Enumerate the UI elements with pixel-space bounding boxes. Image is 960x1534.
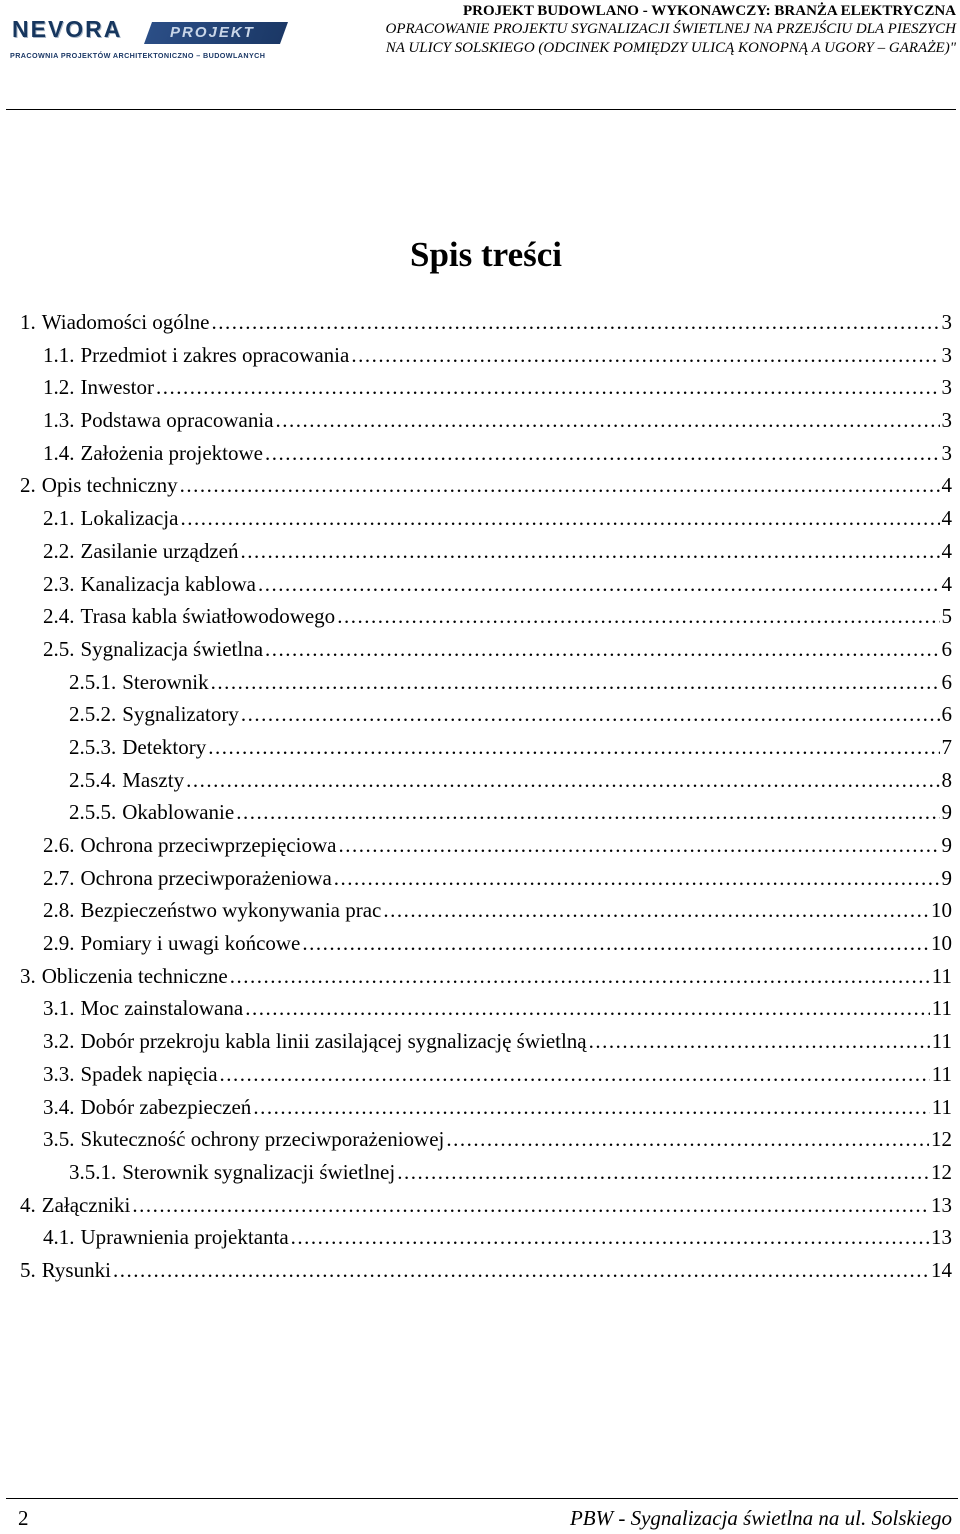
toc-entry-page: 9 — [941, 800, 952, 825]
toc-entry[interactable] — [20, 633, 952, 666]
toc-entry[interactable] — [20, 437, 952, 470]
toc-entry-number: 4.1. — [43, 1225, 75, 1250]
toc-entry-label: Sterownik — [122, 669, 209, 694]
toc-entry-number: 2.3. — [43, 571, 75, 596]
toc-title: Spis treści — [410, 235, 562, 274]
toc-entry-number: 2.4. — [43, 604, 75, 629]
toc-entry[interactable] — [20, 568, 952, 601]
toc-entry[interactable] — [20, 666, 952, 699]
toc-entry[interactable] — [20, 862, 952, 895]
toc-entry-page: 13 — [931, 1192, 952, 1217]
toc-dot-leader — [241, 698, 940, 731]
toc-entry-number: 3.3. — [43, 1061, 75, 1086]
toc-entry-label: Podstawa opracowania — [80, 408, 274, 433]
header-subtitle-line-1: OPRACOWANIE PROJEKTU SYGNALIZACJI ŚWIETLNEJ NA PRZEJŚCIU DLA PIESZYCH — [385, 21, 956, 37]
logo-band-text: PROJEKT — [170, 24, 255, 41]
toc-dot-leader — [208, 731, 939, 764]
toc-entry-label: Ochrona przeciwprzepięciowa — [80, 833, 337, 857]
toc-entry-number: 3.5.1. — [69, 1159, 117, 1184]
toc-dot-leader — [291, 1221, 929, 1254]
footer-document-name: PBW - Sygnalizacja świetlna na ul. Solskiego — [569, 1506, 952, 1530]
toc-entry-page: 6 — [941, 669, 952, 694]
toc-entry-page: 11 — [931, 1061, 952, 1086]
toc-dot-leader — [258, 568, 940, 601]
toc-entry-label: Pomiary i uwagi końcowe — [80, 931, 301, 956]
toc-entry-page: 9 — [941, 865, 952, 890]
toc-dot-leader — [211, 666, 940, 699]
toc-entry-label: Uprawnienia projektanta — [80, 1225, 289, 1250]
toc-entry-label: Rysunki — [41, 1257, 111, 1282]
toc-entry[interactable] — [20, 1221, 952, 1254]
toc-dot-leader — [241, 535, 940, 568]
toc-entry-number: 2.2. — [43, 538, 75, 563]
toc-entry[interactable] — [20, 535, 952, 568]
toc-entry-label: Zasilanie urządzeń — [80, 538, 239, 563]
toc-dot-leader — [351, 339, 939, 372]
toc-entry-number: 2.1. — [43, 506, 75, 531]
toc-entry-page: 11 — [931, 996, 952, 1021]
toc-entry-label: Dobór przekroju kabla linii zasilającej sygnalizację świetlną — [80, 1029, 587, 1054]
toc-entry-page: 10 — [931, 898, 952, 923]
toc-entry-label: Bezpieczeństwo wykonywania prac — [80, 898, 382, 923]
toc-dot-leader — [156, 371, 940, 404]
toc-entry-number: 2.5.3. — [69, 734, 117, 759]
toc-entry[interactable] — [20, 1254, 952, 1287]
toc-dot-leader — [276, 404, 940, 437]
toc-entry-number: 3.2. — [43, 1029, 75, 1054]
toc-dot-leader — [446, 1123, 929, 1156]
toc-dot-leader — [230, 960, 930, 993]
toc-entry-number: 4. — [20, 1192, 36, 1217]
toc-entry[interactable] — [20, 371, 952, 404]
toc-entry-label: Lokalizacja — [80, 506, 179, 531]
toc-entry-number: 3.5. — [43, 1127, 75, 1152]
page-header — [0, 0, 960, 112]
toc-entry-number: 2.8. — [43, 898, 75, 923]
header-info — [386, 2, 956, 58]
toc-entry-page: 6 — [941, 702, 952, 727]
toc-dot-leader — [338, 829, 939, 862]
toc-entry-page: 5 — [941, 604, 952, 629]
toc-entry-page: 12 — [931, 1127, 952, 1152]
toc-entry[interactable] — [20, 600, 952, 633]
toc-entry-number: 2.9. — [43, 931, 75, 956]
toc-entry-number: 5. — [20, 1257, 36, 1282]
toc-dot-leader — [186, 764, 939, 797]
footer-page-number: 2 — [18, 1506, 29, 1530]
toc-entry[interactable] — [20, 1156, 952, 1189]
toc-dot-leader — [397, 1156, 929, 1189]
toc-dot-leader — [337, 600, 939, 633]
toc-entry-label: Trasa kabla światłowodowego — [80, 604, 336, 629]
toc-entry-label: Okablowanie — [122, 800, 235, 825]
toc-dot-leader — [253, 1091, 929, 1124]
toc-entry-page: 7 — [941, 734, 952, 759]
toc-entry-number: 2.5.1. — [69, 669, 117, 694]
toc-entry-number: 2.7. — [43, 865, 75, 890]
toc-dot-leader — [113, 1254, 929, 1287]
toc-entry-number: 2. — [20, 473, 36, 498]
toc-entry-page: 3 — [941, 310, 952, 334]
toc-entry[interactable] — [20, 698, 952, 731]
toc-entry-number: 3.1. — [43, 996, 75, 1021]
toc-entry-page: 3 — [941, 375, 952, 400]
toc-entry-label: Maszty — [122, 767, 185, 792]
header-divider — [6, 109, 956, 110]
toc-entry-label: Spadek napięcia — [80, 1061, 218, 1086]
header-title: PROJEKT BUDOWLANO - WYKONAWCZY: BRANŻA ELEKTRYCZNA — [462, 3, 956, 19]
toc-entry[interactable] — [20, 404, 952, 437]
toc-entry-label: Sygnalizatory — [122, 702, 239, 727]
table-of-contents — [20, 306, 952, 1287]
toc-entry-page: 11 — [931, 1094, 952, 1119]
toc-entry-number: 1.4. — [43, 440, 75, 465]
toc-entry[interactable] — [20, 992, 952, 1025]
toc-dot-leader — [245, 992, 930, 1025]
toc-dot-leader — [265, 437, 940, 470]
toc-entry-label: Moc zainstalowana — [80, 996, 244, 1021]
toc-dot-leader — [132, 1189, 929, 1222]
toc-entry-label: Dobór zabezpieczeń — [80, 1094, 252, 1119]
toc-entry-page: 14 — [931, 1257, 952, 1282]
toc-dot-leader — [180, 469, 940, 502]
toc-entry-label: Załączniki — [41, 1192, 131, 1217]
toc-entry-number: 1.3. — [43, 408, 75, 433]
toc-dot-leader — [589, 1025, 930, 1058]
toc-dot-leader — [265, 633, 939, 666]
toc-entry-number: 2.5. — [43, 636, 75, 661]
toc-entry-page: 12 — [931, 1159, 952, 1184]
logo-wordmark: NEVORA — [12, 16, 123, 42]
toc-entry[interactable] — [20, 731, 952, 764]
toc-dot-leader — [211, 306, 939, 339]
toc-entry-label: Wiadomości ogólne — [41, 310, 210, 334]
toc-entry-label: Ochrona przeciwporażeniowa — [80, 865, 332, 890]
toc-entry-label: Inwestor — [80, 375, 154, 400]
toc-entry-label: Przedmiot i zakres opracowania — [80, 342, 350, 367]
toc-entry-page: 8 — [941, 767, 952, 792]
logo-mark — [8, 8, 284, 46]
toc-dot-leader — [180, 502, 939, 535]
toc-entry[interactable] — [20, 339, 952, 372]
toc-entry[interactable] — [20, 1189, 952, 1222]
toc-entry-page: 11 — [931, 1029, 952, 1054]
toc-dot-leader — [383, 894, 929, 927]
toc-entry-page: 3 — [941, 440, 952, 465]
toc-entry-page: 4 — [941, 571, 952, 596]
toc-entry-page: 9 — [941, 833, 952, 857]
toc-dot-leader — [220, 1058, 930, 1091]
toc-dot-leader — [302, 927, 929, 960]
toc-entry[interactable] — [20, 502, 952, 535]
header-subtitle-line-2: NA ULICY SOLSKIEGO (ODCINEK POMIĘDZY ULICĄ KONOPNĄ A UGORY – GARAŻE)" — [385, 40, 956, 56]
toc-entry-number: 3. — [20, 963, 36, 988]
toc-dot-leader — [236, 796, 939, 829]
company-logo — [8, 6, 284, 64]
toc-entry-label: Skuteczność ochrony przeciwporażeniowej — [80, 1127, 445, 1152]
toc-entry-page: 4 — [941, 538, 952, 563]
toc-entry-page: 4 — [941, 506, 952, 531]
toc-entry[interactable] — [20, 469, 952, 502]
toc-entry-page: 4 — [941, 473, 952, 498]
toc-entry[interactable] — [20, 796, 952, 829]
toc-entry-number: 2.5.5. — [69, 800, 117, 825]
toc-entry-page: 13 — [931, 1225, 952, 1250]
toc-entry-page: 11 — [931, 963, 952, 988]
toc-entry-label: Sterownik sygnalizacji świetlnej — [122, 1159, 396, 1184]
footer-divider — [6, 1498, 958, 1499]
toc-entry[interactable] — [20, 829, 952, 862]
toc-entry-label: Sygnalizacja świetlna — [80, 636, 264, 661]
toc-entry-label: Obliczenia techniczne — [41, 963, 228, 988]
toc-entry[interactable] — [20, 1091, 952, 1124]
toc-entry[interactable] — [20, 1123, 952, 1156]
toc-entry-number: 2.5.2. — [69, 702, 117, 727]
toc-entry-number: 1. — [20, 310, 36, 334]
toc-entry-page: 3 — [941, 408, 952, 433]
toc-entry-label: Założenia projektowe — [80, 440, 263, 465]
toc-entry[interactable] — [20, 306, 952, 339]
toc-entry-page: 6 — [941, 636, 952, 661]
toc-entry[interactable] — [20, 1058, 952, 1091]
toc-entry[interactable] — [20, 1025, 952, 1058]
logo-subtitle: PRACOWNIA PROJEKTÓW ARCHITEKTONICZNO – BUDOWLANYCH — [10, 51, 266, 60]
toc-entry-number: 2.6. — [43, 833, 75, 857]
toc-entry[interactable] — [20, 894, 952, 927]
toc-entry-label: Detektory — [122, 734, 207, 759]
toc-entry-number: 1.2. — [43, 375, 75, 400]
toc-entry[interactable] — [20, 960, 952, 993]
toc-entry[interactable] — [20, 927, 952, 960]
toc-dot-leader — [334, 862, 940, 895]
toc-entry-page: 3 — [941, 342, 952, 367]
toc-entry-number: 1.1. — [43, 342, 75, 367]
toc-entry-number: 2.5.4. — [69, 767, 117, 792]
toc-entry-label: Kanalizacja kablowa — [80, 571, 256, 596]
toc-entry[interactable] — [20, 764, 952, 797]
toc-entry-number: 3.4. — [43, 1094, 75, 1119]
toc-entry-label: Opis techniczny — [41, 473, 178, 498]
toc-entry-page: 10 — [931, 931, 952, 956]
